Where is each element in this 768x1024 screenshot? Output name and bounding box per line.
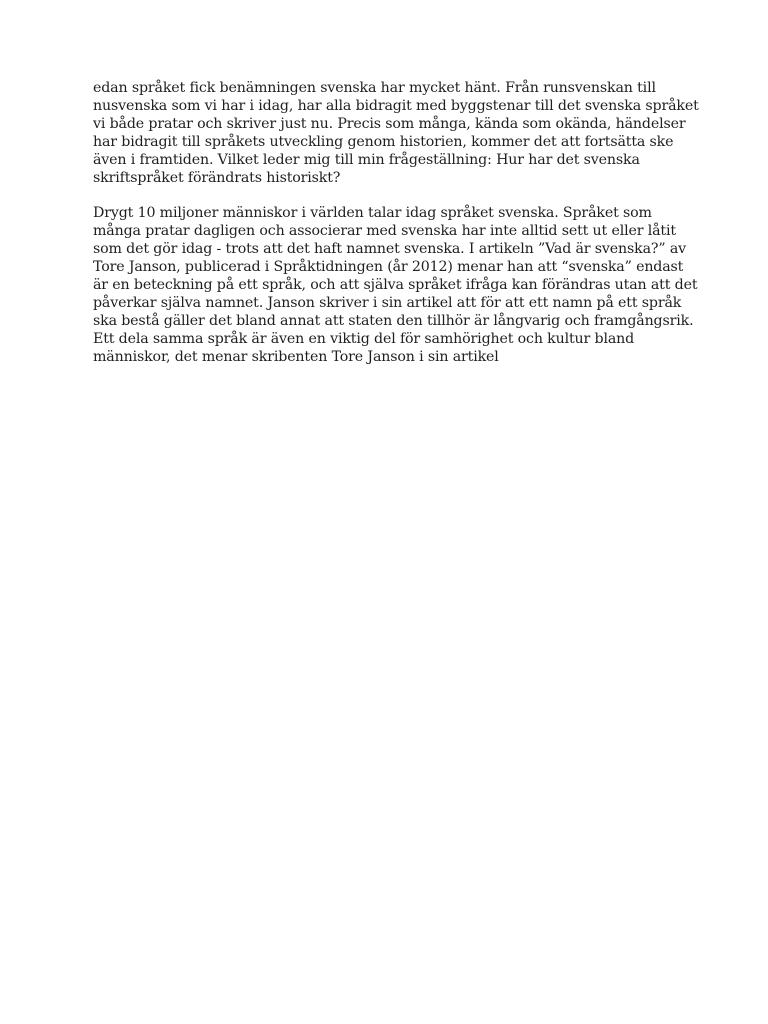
paragraph-line: nusvenska som vi har i idag, har alla bidragit med byggstenar till det svenska språket (93, 97, 699, 114)
paragraph-spacer (93, 187, 693, 205)
paragraph-line: människor, det menar skribenten Tore Janson i sin artikel (93, 348, 499, 365)
paragraph-2 (93, 205, 698, 366)
paragraph-line: har bidragit till språkets utveckling genom historien, kommer det att fortsätta ske (93, 133, 674, 150)
paragraph-line: Ett dela samma språk är även en viktig del för samhörighet och kultur bland (93, 330, 635, 347)
paragraph-line: påverkar själva namnet. Janson skriver i sin artikel att för att ett namn på ett språk (93, 294, 682, 311)
paragraph-line: vi både pratar och skriver just nu. Precis som många, kända som okända, händelser (93, 115, 686, 132)
paragraph-line: som det gör idag - trots att det haft namnet svenska. I artikeln ”Vad är svenska?” av (93, 241, 687, 258)
paragraph-line: även i framtiden. Vilket leder mig till min frågeställning: Hur har det svenska (93, 151, 640, 168)
document-body (93, 80, 699, 366)
paragraph-line: edan språket fick benämningen svenska har mycket hänt. Från runsvenskan till (93, 80, 656, 96)
paragraph-line: Drygt 10 miljoner människor i världen talar idag språket svenska. Språket som (93, 205, 652, 222)
paragraph-line: ska bestå gäller det bland annat att staten den tillhör är långvarig och framgångsrik. (93, 312, 694, 329)
paragraph-line: många pratar dagligen och associerar med svenska har inte alltid sett ut eller låtit (93, 223, 676, 240)
paragraph-line: skriftspråket förändrats historiskt? (93, 169, 341, 186)
paragraph-1 (93, 80, 699, 187)
paragraph-line: är en beteckning på ett språk, och att själva språket ifråga kan förändras utan att det (93, 276, 698, 293)
paragraph-line: Tore Janson, publicerad i Språktidningen (år 2012) menar han att “svenska” endast (93, 259, 684, 276)
